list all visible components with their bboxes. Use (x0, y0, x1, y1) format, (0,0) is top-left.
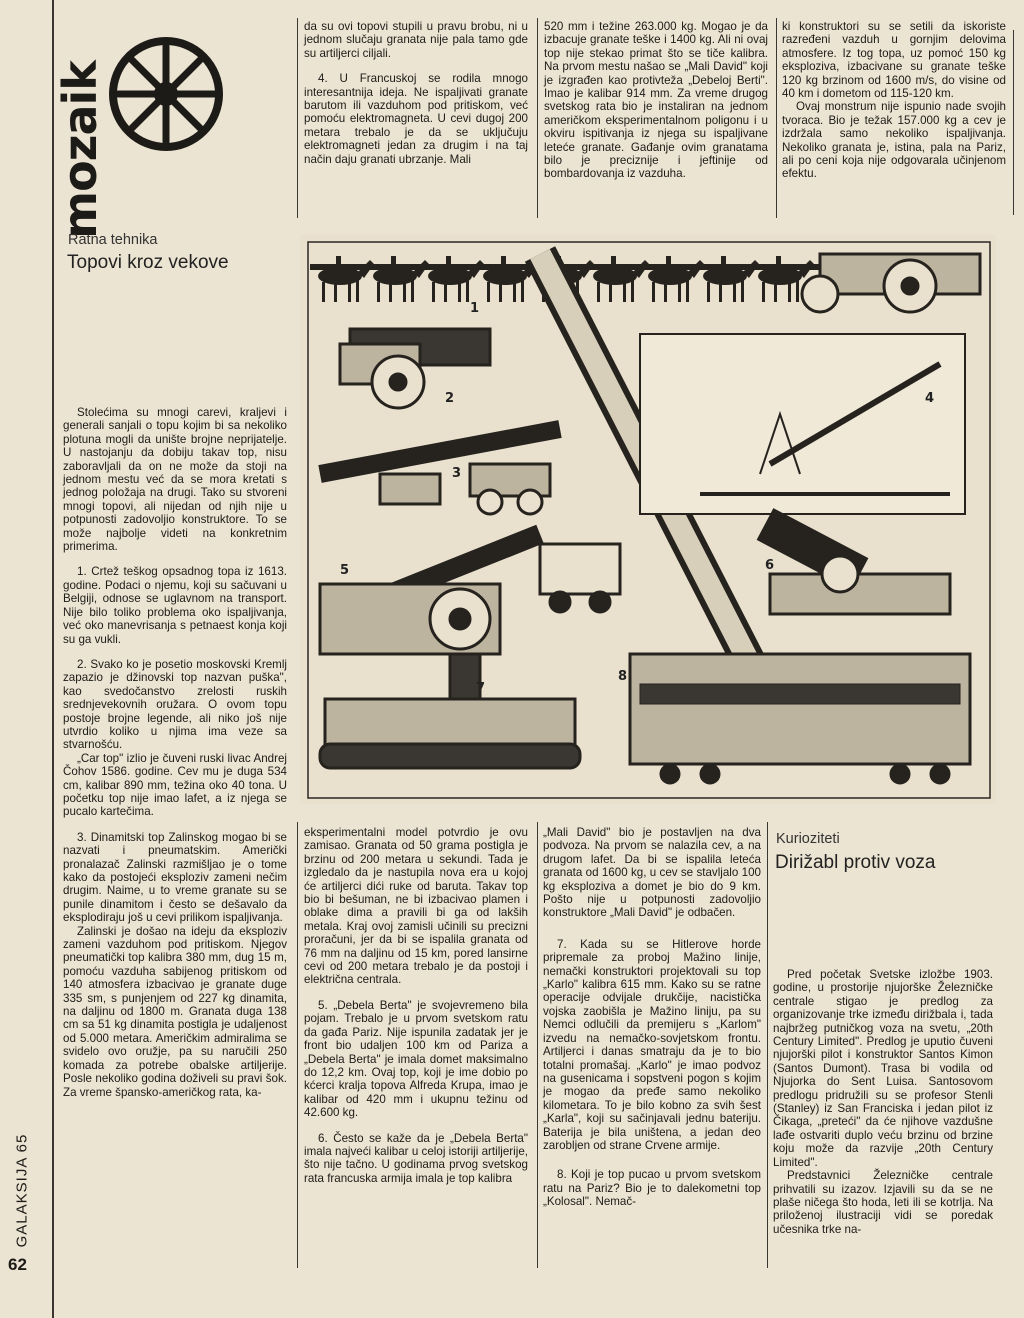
paragraph: 5. „Debela Berta" je svojevremeno bila pojam. Trebalo je u prvom svetskom ratu da gađa Pariz. Nije ispunila zadatak jer je front bio udaljen 100 km od Pariza a „Debela Berta" je imala domet maksimalno do 12,2 km. Ovaj top, koji je ime dobio po kćerci kralja topova Alfreda Krupa, imao je kalibar od 420 mm i ukupnu težinu od 42.600 kg. (304, 998, 528, 1120)
paragraph: eksperimentalni model potvrdio je ovu zamisao. Granata od 50 grama postigla je brzinu od 200 metara u sekundi. Tada je izgledalo da je nastupila nova era u kojoj će artiljerci dići ruke od baruta. Takav top bio bi bešuman, ne bi izbacivao plamen i oblake dima a pravili bi ga od lakših metala. Kraj ovoj zamisli učinili su precizni proračuni, jer da bi se ispalila granata od 76 mm na daljinu od 15 km, pored lansirne cevi od 200 metara trebalo je da postoji i električna centrala. (304, 826, 528, 987)
figure-label: 7 (476, 681, 486, 696)
paragraph: Zalinski je došao na ideju da eksploziv zameni vazduhom pod pritiskom. Njegov pneumatički top kalibra 380 mm, dug 15 m, pomoću vazduha sabijenog pritiskom od 140 atmosfera izbacivao je granate duge 335 sm, s punjenjem od 227 kg dinamita, na daljinu od 1800 m. Granata duga 138 cm sa 51 kg dinamita postigla je udaljenost od 5.000 metara. Američkim admiralima se svidelo ovo oružje, pa su naručili 250 komada za potrebe obalske artiljerije. Posle nekoliko godina doživeli su pravi šok. Za vreme špansko-američkog rata, ka- (63, 924, 287, 1099)
paragraph: 4. U Francuskoj se rodila mnogo interesantnija ideja. Ne ispaljivati granate barutom ili vazduhom pod pritiskom, već pomoću elektromagneta. U cevi dugoj 200 metara trebalo je da se uključuju elektromagneti jedan za drugim i na taj način daju granati ubrzanje. Mali (304, 72, 528, 166)
paragraph: da su ovi topovi stupili u pravu brobu, ni u jednom slučaju granata nije pala tamo gde su artiljerci ciljali. (304, 20, 528, 60)
paragraph: 520 mm i težine 263.000 kg. Mogao je da izbacuje granate teške i 1400 kg. Ali ni ovaj top nije stekao primat što se tiče kalibra. Na prvom mestu našao se „Mali David" koji je izgrađen kao protivteža „Debeloj Berti". Imao je kalibar 914 mm. Za vreme drugog svetskog rata bio je instaliran na jednom američkom eksperimentalnom poligonu i u okviru ispitivanja iz njega su ispaljivane leteće granate. Gađanje ovim granatama bilo je preciznije i jeftinije od bombardovanja iz vazduha. (544, 20, 768, 181)
paragraph: 6. Često se kaže da je „Debela Berta" imala najveći kalibar u celoj istoriji artiljerije, što nije tačno. U godinama prvog svetskog rata francuska armija imala je top kalibra (304, 1131, 528, 1185)
figure-label: 1 (470, 301, 480, 316)
article-column-1 (63, 406, 287, 1099)
column-rule (537, 18, 538, 218)
electromagnetic-gun-drawing (640, 334, 965, 514)
figure-label: 3 (452, 466, 462, 481)
article-column-2-bottom (304, 826, 528, 1185)
article-category: Ratna tehnika (68, 232, 158, 248)
artillery-illustration (300, 234, 996, 804)
article-title: Topovi kroz vekove (67, 252, 229, 273)
paragraph: 2. Svako ko je posetio moskovski Kremlj zapazio je džinovski top nazvan puška", kao svedočanstvo zrelosti ruskih srednjevekovnih oružara. O ovom topu postoje brojne legende, ali niko još nije utvrdio koliko u njima ima veze sa stvarnošću. (63, 657, 287, 752)
paragraph: Predstavnici Železničke centrale prihvatili su izazov. Izjavili su da se ne plaše ničega što hoda, leti ili se kotrlja. Na priloženoj ilustraciji vidi se poredak učesnika trke na- (773, 1169, 993, 1236)
article-column-3-bottom (543, 826, 761, 1209)
figure-label: 6 (765, 558, 775, 573)
sidebar-body (773, 968, 993, 1236)
paragraph: „Mali David" bio je postavljen na dva podvoza. Na prvom se nalazila cev, a na drugom lafet. Da bi se ispalila leteća granata od 1600 kg, u cev se stavljalo 100 kg eksploziva a domet je bio do 9 km. Pošto nije u potpunosti zadovoljio konstruktore „Mali David" je odbačen. (543, 826, 761, 920)
section-masthead (50, 61, 110, 239)
column-rule (776, 18, 777, 218)
figure-label: 4 (925, 391, 935, 406)
magazine-name: GALAKSIJA 65 (13, 1133, 31, 1247)
column-rule (297, 822, 298, 1268)
figure-label: 2 (445, 391, 455, 406)
wheel-logo-icon (108, 36, 224, 152)
paragraph: Ovaj monstrum nije ispunio nade svojih tvoraca. Bio je težak 157.000 kg a cev je izdržala samo nekoliko ispaljivanja. Nekoliko granata je, istina, pala na Pariz, ali po ceni koja nije odgovarala učinjenom efektu. (782, 100, 1006, 181)
column-rule (537, 822, 538, 1268)
column-rule (767, 822, 768, 1268)
paragraph: Stolećima su mnogi carevi, kraljevi i generali sanjali o topu kojim bi sa nekoliko plotuna mogli da unište brojne neprijatelje. U nastojanju da dobiju takav top, nisu zaboravljali da on ne može da stoji na jednom mestu već da se mora kretati s jednog položaja na drugi. Tako su stvoreni mnogi topovi, ali nijedan od njih nije u potpunosti zadovoljio konstruktore. To se može najbolje videti na konkretnim primerima. (63, 406, 287, 554)
article-column-4-top (782, 20, 1006, 181)
paragraph: Pred početak Svetske izložbe 1903. godine, u prostorije njujorške Železničke centrale stigao je predlog za organizovanje trke između dirižbala i, tada najbržeg putničkog voza na svetu, „20th Century Limited". Predlog je uputio čuveni njujorški pilot i konstruktor Santos Kimon (Santos Dumont). Trasa bi vodila od Njujorka do Sent Luisa. Santosovom predlogu pridružili su se profesor Stenli (Stanley) iz San Franciska i jedan pilot iz Čikaga, „preteći" da će njihove vazdušne lađe ostvariti duplo veću brzinu od brzine koju može da razvije „20th Century Limited". (773, 968, 993, 1169)
figure-label: 8 (618, 669, 628, 684)
paragraph: „Car top" izlio je čuveni ruski livac Andrej Čohov 1586. godine. Cev mu je duga 534 cm, kalibar 890 mm, težina oko 40 tona. U početku top nije imao lafet, a iz njega se pucalo kartečima. (63, 751, 287, 819)
page-number: 62 (8, 1255, 27, 1274)
figure-label: 5 (340, 563, 350, 578)
sidebar-title: Dirižabl protiv voza (775, 852, 936, 873)
column-rule (297, 18, 298, 218)
section-word: mozaik (53, 61, 107, 239)
column-rule (1013, 30, 1014, 215)
article-column-2-top (304, 20, 528, 166)
sidebar-category: Kurioziteti (776, 831, 840, 847)
paragraph: ki konstruktori su se setili da iskoriste razređeni vazduh u gornjim delovima atmosfere. Iz tog topa, uz pomoć 150 kg eksploziva, izbacivane su granate teške 120 kg brzinom od 1600 m/s, do visine od 40 km i dometom od 115-120 km. (782, 20, 1006, 101)
paragraph: 8. Koji je top pucao u prvom svetskom ratu na Pariz? Bio je to dalekometni top „Kolosal". Nemač- (543, 1168, 761, 1209)
paragraph: 1. Crtež teškog opsadnog topa iz 1613. godine. Podaci o njemu, koji su sačuvani u Belgiji, odnose se uglavnom na transport. Nije bilo toliko problema oko ispaljivanja, već oko manevrisanja s petnaest konja koji su ga vukli. (63, 565, 287, 646)
paragraph: 3. Dinamitski top Zalinskog mogao bi se nazvati i pneumatskim. Američki pronalazač Zalinski razmišljao je o tome kako da postojeći eksploziv zameni nečim drugim. Naime, u to vreme granate su se punile dinamitom i često se dešavalo da eksplodiraju još u cevi prilikom ispaljivanja. (63, 830, 287, 925)
paragraph: 7. Kada su se Hitlerove horde pripremale za proboj Mažino linije, nemački konstruktori projektovali su top „Karlo" kalibra 615 mm. Kako su se ratne operacije odvijale drukčije, nacistička vojska zaobišla je Mažino liniju, pa su Nemci odlučili da premijeru s „Karlom" izvedu na nemačko-sovjetskom frontu. Artiljerci i danas smatraju da je to bio totalni promašaj. „Karlo" je imao podvoz na gusenicama i sopstveni pogon s kojim je mogao da pređe samo nekoliko kilometara. To je bilo kobno za svih šest „Karla", koji su sačinjavali jednu bateriju. Baterija je bila uništena, a jedan deo zarobljen od strane Crvene armije. (543, 937, 761, 1152)
magazine-footer (2, 1130, 42, 1250)
article-column-3-top (544, 20, 768, 193)
